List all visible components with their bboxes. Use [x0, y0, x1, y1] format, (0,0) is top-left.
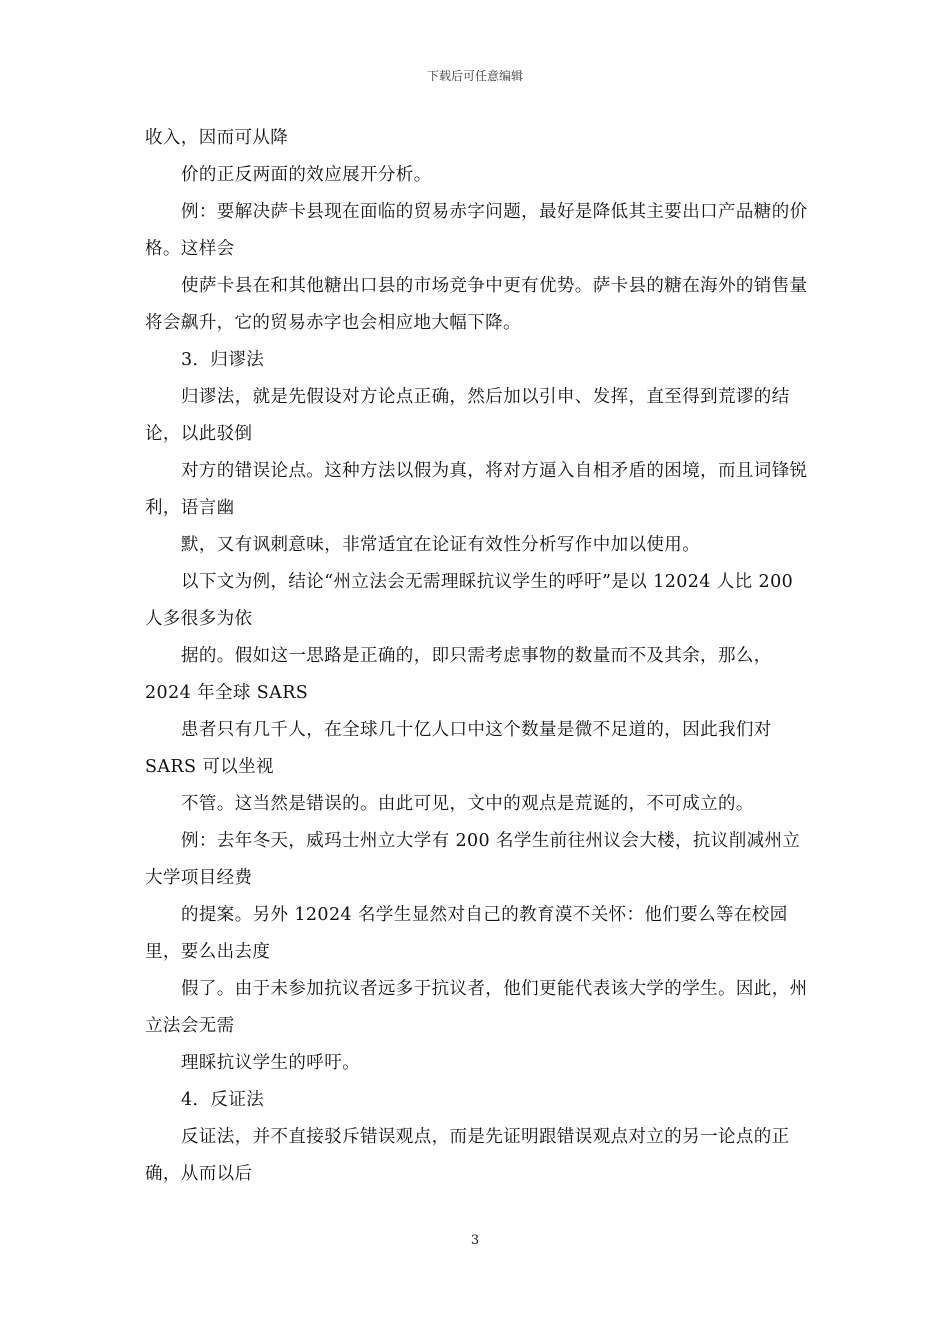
- paragraph: 理睬抗议学生的呼吁。: [181, 1053, 360, 1073]
- paragraph: 反证法，并不直接驳斥错误观点，而是先证明跟错误观点对立的另一论点的正确，从而以后: [145, 1127, 790, 1184]
- paragraph: 例：要解决萨卡县现在面临的贸易赤字问题，最好是降低其主要出口产品糖的价格。这样会: [145, 202, 808, 259]
- paragraph: 对方的错误论点。这种方法以假为真，将对方逼入自相矛盾的困境，而且词锋锐利，语言幽: [145, 461, 808, 518]
- section-heading: 4．反证法: [181, 1090, 265, 1110]
- paragraph: 以下文为例，结论“州立法会无需理睬抗议学生的呼吁”是以 12024 人比 200 人多很多为依: [145, 572, 794, 629]
- paragraph: 归谬法，就是先假设对方论点正确，然后加以引申、发挥，直至得到荒谬的结论，以此驳倒: [145, 387, 790, 444]
- page-header: 下载后可任意编辑: [426, 69, 523, 83]
- paragraph: 例：去年冬天，威玛士州立大学有 200 名学生前往州议会大楼，抗议削减州立大学项目经费: [145, 831, 801, 888]
- paragraph: 患者只有几千人，在全球几十亿人口中这个数量是微不足道的，因此我们对 SARS 可以坐视: [145, 720, 772, 777]
- paragraph: 默，又有讽刺意味，非常适宜在论证有效性分析写作中加以使用。: [181, 535, 701, 555]
- paragraph: 据的。假如这一思路是正确的，即只需考虑事物的数量而不及其余，那么，2024 年全球 SARS: [145, 646, 772, 703]
- section-heading: 3．归谬法: [181, 350, 265, 370]
- document-body: [145, 120, 815, 1193]
- paragraph: 不管。这当然是错误的。由此可见，文中的观点是荒诞的，不可成立的。: [181, 794, 754, 814]
- paragraph: 价的正反两面的效应展开分析。: [181, 165, 432, 185]
- page-number: 3: [470, 1233, 480, 1248]
- paragraph: 收入，因而可从降: [145, 128, 289, 148]
- paragraph: 使萨卡县在和其他糖出口县的市场竞争中更有优势。萨卡县的糖在海外的销售量将会飙升，它的贸易赤字也会相应地大幅下降。: [145, 276, 808, 333]
- paragraph: 假了。由于未参加抗议者远多于抗议者，他们更能代表该大学的学生。因此，州立法会无需: [145, 979, 808, 1036]
- paragraph: 的提案。另外 12024 名学生显然对自己的教育漠不关怀：他们要么等在校园里，要么出去度: [145, 905, 788, 962]
